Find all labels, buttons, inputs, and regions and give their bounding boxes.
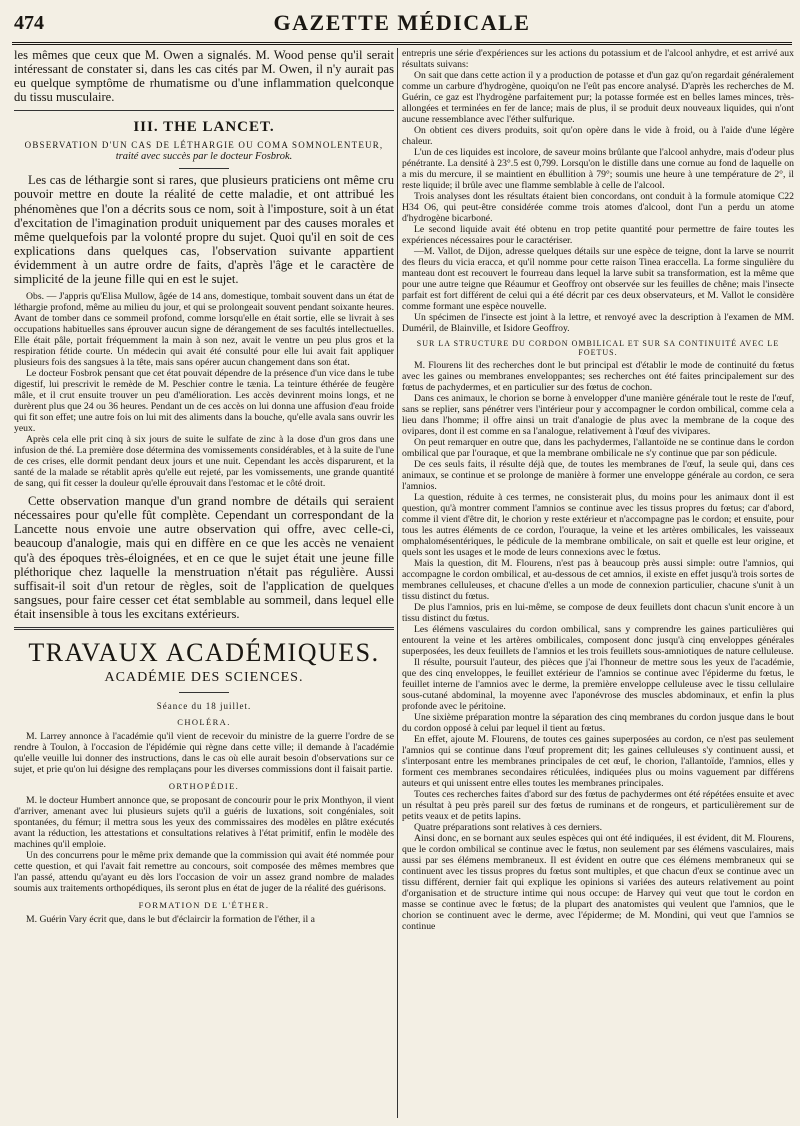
observation-paragraph: Obs. — J'appris qu'Elisa Mullow, âgée de 14 ans, domestique, tombait souvent dans un état de léthargie profond, même au milieu du jour, et qui se prolongeait souvent pendant soixante heures. Avant de tomber dans ce sommeil profond, comme lorsqu'elle en était sortie, elle se livrait à ses occupations habituelles sans éprouver aucun signe de dérangement de ses facultés intellectuelles. Elle était pâle, portait fréquemment la main à son nez, avait le ventre un peu plus gros et la respiration fétide courte. Un médecin qui avait été consulté pour elle lui avait fait appliquer plusieurs fois des sangsues à la tête, mais sans opérer aucun changement dans son état.	[14, 291, 394, 369]
lancet-heading: III. THE LANCET.	[133, 119, 275, 136]
resulte-paragraph: Il résulte, poursuit l'auteur, des pièces que j'ai l'honneur de mettre sous les yeux de l'académie, que des cinq enveloppes, le feuillet extérieur de l'amnios se continue avec l'épiderme du fœtus, le feuillet interne de l'amnios avec le derme, la première enveloppe celluleuse avec le tissu cellulaire sous-cutané abdominal, la moyenne avec l'aponévrose des muscles abdominaux, et enfin la plus profonde avec le péritoine.	[402, 657, 794, 712]
ainsi-paragraph: Ainsi donc, en se bornant aux seules espèces qui ont été indiquées, il est évident, dit M. Flourens, que le cordon ombilical se continue avec le fœtus, non seulement par ses élémens vasculaires, mais aussi par ses élémens membraneux. Il est évident en outre que ces élémens membraneux qui se continuent avec les tissus propres du fœtus sont multiples, et que chacun d'eux se continue avec un tissu différent, dernier fait qui explique les opinions si variées des auteurs relativement au point d'organisation et de structure intime qui nous occupe: de Harvey qui veut que tout le cordon en masse se continue avec le fœtus; de la plupart des anatomistes qui veulent que l'amnios, que le chorion se continuent avec le derme, avec l'épiderme; de M. Mondini, qui veut que l'amnios se continue	[402, 833, 794, 932]
guerin-paragraph: M. Guérin Vary écrit que, dans le but d'éclaircir la formation de l'éther, il a	[26, 913, 315, 925]
concurrens-paragraph: Un des concurrens pour le même prix demande que la commission qui avait été nommée pour cette question, et qui l'avait fait remettre au concours, soit composée des mêmes membres que l'an passé, attendu qu'ayant eu dès lors l'occasion de voir un assez grand nombre de malades soumis aux traitements orthopédiques, ils seront plus en état de juger de la réalité des guérisons.	[14, 849, 394, 894]
en-effet-paragraph: En effet, ajoute M. Flourens, de toutes ces gaines superposées au cordon, ce n'est pas seulement l'amnios qui se continue dans l'œuf proprement dit; les gaines celluleuses s'y continuent aussi, et s'interposant entre les membranes principales de cet œuf, le chorion, l'allantoïde, l'amnios, elles y forment ces membranes secondaires réticulées, indiquées plus ou moins vaguement par différens auteurs et qui unissent entre elles toutes les membranes principales.	[402, 734, 794, 789]
simple-paragraph: Mais la question, dit M. Flourens, n'est pas à beaucoup près aussi simple: outre l'amnios, qui accompagne le cordon ombilical, et au-dessous de cet amnios, il existe en effet jusqu'à trois sortes de membranes celluleuses, et chacune d'elles a un mode de connexion particulier, chacune s'unit à un tissu distinct du fœtus.	[402, 558, 794, 602]
chorion-paragraph: Dans ces animaux, le chorion se borne à envelopper d'une manière générale tout le reste de l'œuf, sans se replier, sans pénétrer vers l'intérieur pour y accompagner le cordon ombilical, comme cela a lieu dans l'homme; il offre ainsi un trait d'analogie de plus avec la membrane de la coque des ovipares, dont il est comme en sa l'analogue, relativement à l'œuf des vivipares.	[402, 393, 794, 437]
section-double-rule	[14, 627, 394, 630]
vallot-paragraph: —M. Vallot, de Dijon, adresse quelques détails sur une espèce de teigne, dont la larve se nourrit des fleurs du vicia eracca, et qu'il nomme pour cette raison Tinea eraccella. La forme singulière du manteau dont est recouvert le fourreau dans lequel la larve subit sa transformation, est la même que pour une autre teigne que Réaumur et Geoffroy ont observée sur les feuilles de chêne; mais l'insecte parfait est fort différent de celui qui a été décrit par ces deux observateurs, et M. Vallot le considère comme formant une espèce nouvelle.	[402, 246, 794, 312]
commentary-paragraph: Cette observation manque d'un grand nombre de détails qui seraient nécessaires pour qu'elle fût complète. Cependant un correspondant de la Lancette nous envoie une autre observation qui offre, avec celle-ci, beaucoup d'analogie, mais qui en diffère en ce que les accès ne venaient qu'à des époques très-éloignées, et en ce que le sujet était une jeune fille pléthorique chez laquelle la menstruation n'était pas régulière. Aussi suffisait-il soit d'un retour de règles, soit de l'application de quelques sangsues, pour faire cesser cet état semblable au sommeil, dans lequel elle était insensible à tous les excitans extérieurs.	[14, 494, 394, 621]
observation-subtitle: traité avec succès par le docteur Fosbrok.	[115, 151, 293, 163]
quatre-paragraph: Quatre préparations sont relatives à ces derniers.	[414, 822, 603, 833]
amnios-paragraph: De ces seuls faits, il résulte déjà que, de toutes les membranes de l'œuf, la seule qui, dans ces animaux, se continue et se prolonge de manière à former une enveloppe générale au cordon, ce sera l'amnios.	[402, 459, 794, 492]
column-divider	[397, 48, 398, 1118]
page-number: 474	[14, 12, 44, 34]
right-column	[402, 48, 794, 1118]
cholera-heading: CHOLÉRA.	[177, 716, 231, 727]
fosbrok-paragraph: Le docteur Fosbrok pensant que cet état pouvait dépendre de la présence d'un vice dans le tube digestif, lui prescrivit le remède de M. Peschier contre le tænia. La teinture éthérée de feugère mâle, et il crut ensuite trouver un peu d'amélioration. Les accès devinrent moins longs, et ne durèrent plus que 24 ou 36 heures. Pendant un de ces accès on lui donna une affusion d'eau froide qui fit son effet; une autre fois on lui mit des aliments dans la bouche, qu'elle avala sans ouvrir les yeux.	[14, 368, 394, 435]
observation-title: OBSERVATION D'UN CAS DE LÉTHARGIE OU COMA SOMNOLENTEUR,	[24, 140, 384, 151]
left-column	[14, 48, 394, 1118]
humbert-paragraph: M. le docteur Humbert annonce que, se proposant de concourir pour le prix Monthyon, il vient d'arriver, amenant avec lui plusieurs sujets qu'il a guéris de luxations, soit congéniales, soit spontanées, du fémur; il mettra sous les yeux des commissaires des modèles en plâtre exécutés avant la réduction, les attestations et consultations relatives à l'état primitif, enfin le modèle des machines qu'il emploie.	[14, 794, 394, 850]
orthopedie-heading: ORTHOPÉDIE.	[168, 780, 240, 791]
cordon-heading: SUR LA STRUCTURE DU CORDON OMBILICAL ET SUR SA CONTINUITÉ AVEC LE FOETUS.	[416, 339, 780, 357]
section-rule	[14, 110, 394, 111]
on-sait-paragraph: On sait que dans cette action il y a production de potasse et d'un gaz qu'on regardait généralement comme un carbure d'hydrogène, quoiqu'on ne l'eût pas encore analysé. D'après les recherches de M. Guérin, ce gaz est l'hydrogène parfaitement pur; la potasse formée est en belles lames minces, très-allongées et terminées en fer de lance; mais de plus, il se produit deux nouveaux liquides, qui n'ont aucune ressemblance avec l'éther sulfurique.	[402, 70, 794, 125]
specimen-paragraph: Un spécimen de l'insecte est joint à la lettre, et renvoyé avec la description à l'examen de MM. Duméril, de Blainville, et Isidore Geoffroy.	[402, 312, 794, 334]
feuillets-paragraph: De plus l'amnios, pris en lui-même, se compose de deux feuillets dont chacun s'unit encore à un tissu distinct du fœtus.	[402, 602, 794, 624]
second-liquide-paragraph: Le second liquide avait été obtenu en trop petite quantité pour permettre de faire toutes les expériences nécessaires pour le caractériser.	[402, 224, 794, 246]
lethargie-paragraph: Les cas de léthargie sont si rares, que plusieurs praticiens ont même cru pouvoir mettre en doute la réalité de cette maladie, et ont attribué les phénomènes que l'on a décrits sous ce nom, soit à l'imposture, soit à un état d'excitation de l'imagination produit uniquement par des causes morales et même quelquefois par la volonté propre du sujet. Quoi qu'il en soit de ces explications dans quelques cas, l'observation suivante appartient évidemment à un autre ordre de faits, d'après l'âge et le caractère de simplicité de la jeune fille qui en est le sujet.	[14, 173, 394, 287]
ether-heading: FORMATION DE L'ÉTHER.	[138, 899, 270, 910]
flourens-paragraph: M. Flourens lit des recherches dont le but principal est d'établir le mode de continuité du fœtus avec les gaines ou membranes enveloppantes; ses recherches ont été faites principalement sur des fœtus de pachydermes, et en particulier sur des fœtus de cochon.	[402, 360, 794, 393]
question-paragraph: La question, réduite à ces termes, ne consisterait plus, du moins pour les animaux dont il est question, qu'à montrer comment l'amnios se continue avec les tissus propres du fœtus; car d'abord, comme il vient d'être dit, le chorion y reste extérieur et n'accompagne pas le cordon; et ensuite, pour tous les autres éléments de ce cordon, l'ouraque, la veine et les artères ombilicales, les vaisseaux omphalomésentériques, le pédicule de la membrane ombilicale, on sait et quelle est leur origine, et quels sont les usages et le mode de leurs connexions avec le fœtus.	[402, 492, 794, 558]
analyses-paragraph: Trois analyses dont les résultats étaient bien concordans, ont conduit à la formule atomique C22 H34 O6, qui peut-être considérée comme trois atomes d'alcool, dont l'un a perdu un atome d'hydrogène bicarboné.	[402, 191, 794, 224]
elemens-paragraph: Les élémens vasculaires du cordon ombilical, sans y comprendre les gaines particulières qui entourent la veine et les artères ombilicales, composent donc jusqu'à cinq enveloppes générales superposées, les deux feuillets de l'amnios et les trois feuillets sous-amniotiques de nature celluleuse.	[402, 624, 794, 657]
larrey-paragraph: M. Larrey annonce à l'académie qu'il vient de recevoir du ministre de la guerre l'ordre de se rendre à Toulon, à l'occasion de l'épidémie qui règne dans cette ville; il demande à l'académie qu'elle veuille lui donner des instructions, dans le cas où elle aurait besoin d'observations sur ce sujet, et prie qu'on lui désigne des remplaçans pour les diverses commissions dont il faisait partie.	[14, 730, 394, 775]
recherches-paragraph: Toutes ces recherches faites d'abord sur des fœtus de pachydermes ont été répétées ensuite et avec un résultat à peu près pareil sur des fœtus de ruminans et de rongeurs, et particulièrement sur de petits veaux et de petits lapins.	[402, 789, 794, 822]
page-header	[14, 6, 790, 42]
travaux-heading: TRAVAUX ACADÉMIQUES.	[28, 637, 380, 667]
short-rule	[179, 168, 229, 169]
obtient-paragraph: On obtient ces divers produits, soit qu'on opère dans le vide à froid, ou à l'aide d'une légère chaleur.	[402, 125, 794, 147]
sulfate-paragraph: Après cela elle prit cinq à six jours de suite le sulfate de zinc à la dose d'un gros dans une infusion de thé. La première dose détermina des vomissements considérables, et à la suite de l'une de ces crises, elle dormit pendant deux jours et une nuit. Cependant les accès disparurent, et la santé de la malade se rétablit après qu'elle eut rejeté, par les vomissements, une grande quantité de sang, qui fit cesser la douleur qu'elle éprouvait dans l'estomac et le côté droit.	[14, 434, 394, 490]
academie-heading: ACADÉMIE DES SCIENCES.	[104, 669, 304, 685]
header-rule	[12, 42, 792, 45]
seance-date: Séance du 18 juillet.	[156, 700, 252, 711]
running-title: GAZETTE MÉDICALE	[273, 10, 531, 35]
short-rule	[179, 692, 229, 693]
liquide-paragraph: L'un de ces liquides est incolore, de saveur moins brûlante que l'alcool anhydre, mais d'odeur plus pénétrante. La densité à 23°.5 est 0,799. Lorsqu'on le distille dans une cornue au fond de laquelle on a mis du mercure, il se maintient en ébullition à 79°; soumis une heure à une température de 2°, il reste liquide; il brûle avec une flamme semblable à celle de l'alcool.	[402, 147, 794, 191]
entreprit-paragraph: entrepris une série d'expériences sur les actions du potassium et de l'alcool anhydre, et est arrivé aux résultats suivans:	[402, 48, 794, 70]
sixieme-paragraph: Une sixième préparation montre la séparation des cinq membranes du cordon jusque dans le bout du cordon opposé à celui par lequel il tient au fœtus.	[402, 712, 794, 734]
intro-paragraph: les mêmes que ceux que M. Owen a signalés. M. Wood pense qu'il serait intéressant de constater si, dans les cas cités par M. Owen, il n'y aurait pas eu quelque symptôme de rhumatisme ou d'une inflammation quelconque du tissu musculaire.	[14, 48, 394, 105]
allantoide-paragraph: On peut remarquer en outre que, dans les pachydermes, l'allantoïde ne se continue dans le cordon ombilical que par l'ouraque, et que la membrane ombilicale ne s'y continue que par son pédicule.	[402, 437, 794, 459]
